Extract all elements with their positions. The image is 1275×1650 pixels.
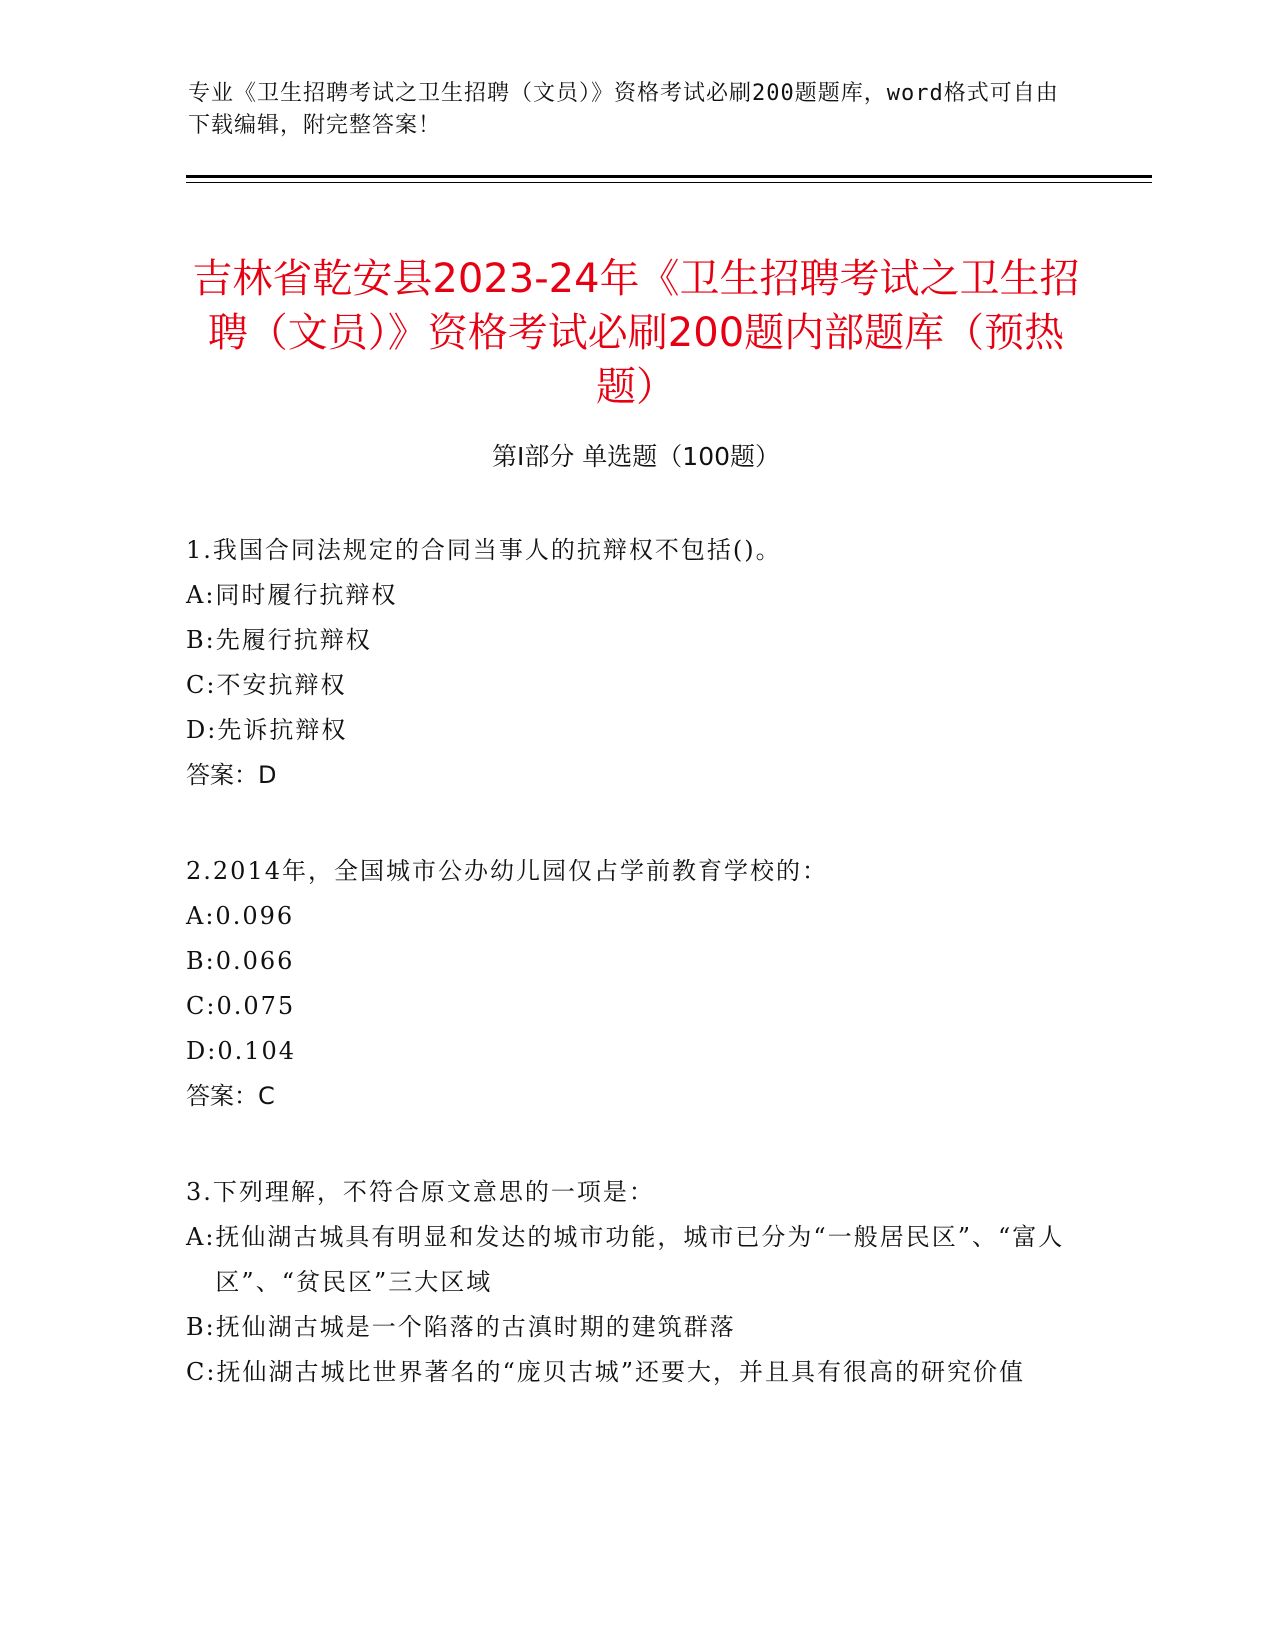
option-b bbox=[186, 1305, 1076, 1350]
option-c bbox=[186, 1350, 1076, 1395]
option-b bbox=[186, 939, 1076, 984]
option-text: 0.075 bbox=[216, 992, 296, 1020]
question-stem: 3.下列理解，不符合原文意思的一项是： bbox=[186, 1178, 655, 1206]
option-text: 先履行抗辩权 bbox=[215, 626, 372, 654]
option-text: 0.096 bbox=[215, 902, 295, 930]
option-key: B: bbox=[186, 1313, 216, 1341]
option-text: 同时履行抗辩权 bbox=[215, 581, 398, 609]
option-text: 抚仙湖古城是一个陷落的古滇时期的建筑群落 bbox=[215, 1313, 736, 1341]
option-text: 先诉抗辩权 bbox=[217, 716, 348, 744]
answer: 答案：C bbox=[186, 1082, 275, 1110]
option-text: 抚仙湖古城比世界著名的“庞贝古城”还要大，并且具有很高的研究价值 bbox=[216, 1358, 1025, 1386]
option-a bbox=[186, 573, 1076, 618]
option-a bbox=[186, 1215, 1076, 1305]
answer: 答案：D bbox=[186, 761, 277, 789]
question-stem: 2.2014年，全国城市公办幼儿园仅占学前教育学校的： bbox=[186, 857, 828, 885]
option-key: D: bbox=[186, 1037, 218, 1065]
header-note: 专业《卫生招聘考试之卫生招聘（文员）》资格考试必刷200题题库，word格式可自由下载编辑，附完整答案！ bbox=[188, 81, 1059, 138]
option-d bbox=[186, 708, 1076, 753]
option-key: A: bbox=[186, 581, 216, 609]
question-stem: 1.我国合同法规定的合同当事人的抗辩权不包括()。 bbox=[186, 536, 782, 564]
option-key: C: bbox=[186, 671, 217, 699]
header-divider-thin bbox=[186, 182, 1152, 183]
question-1 bbox=[186, 528, 1076, 798]
option-key: D: bbox=[186, 716, 218, 744]
option-b bbox=[186, 618, 1076, 663]
option-c bbox=[186, 984, 1076, 1029]
question-2 bbox=[186, 849, 1076, 1119]
option-key: A: bbox=[186, 902, 216, 930]
option-text: 0.104 bbox=[217, 1037, 297, 1065]
option-c bbox=[186, 663, 1076, 708]
document-title: 吉林省乾安县2023-24年《卫生招聘考试之卫生招聘（文员）》资格考试必刷200题内部题库（预热题） bbox=[192, 255, 1080, 410]
option-d bbox=[186, 1029, 1076, 1074]
option-text: 抚仙湖古城具有明显和发达的城市功能，城市已分为“一般居民区”、“富人区”、“贫民区”三大区域 bbox=[215, 1223, 1065, 1296]
option-key: B: bbox=[186, 626, 216, 654]
section-title: 第I部分 单选题（100题） bbox=[491, 442, 781, 471]
option-key: C: bbox=[186, 1358, 217, 1386]
option-a bbox=[186, 894, 1076, 939]
question-list bbox=[186, 528, 1076, 1446]
option-text: 不安抗辩权 bbox=[216, 671, 347, 699]
question-3 bbox=[186, 1170, 1076, 1395]
option-text: 0.066 bbox=[215, 947, 295, 975]
option-key: C: bbox=[186, 992, 217, 1020]
option-key: B: bbox=[186, 947, 216, 975]
option-key: A: bbox=[186, 1223, 216, 1251]
header-divider-thick bbox=[186, 175, 1152, 178]
